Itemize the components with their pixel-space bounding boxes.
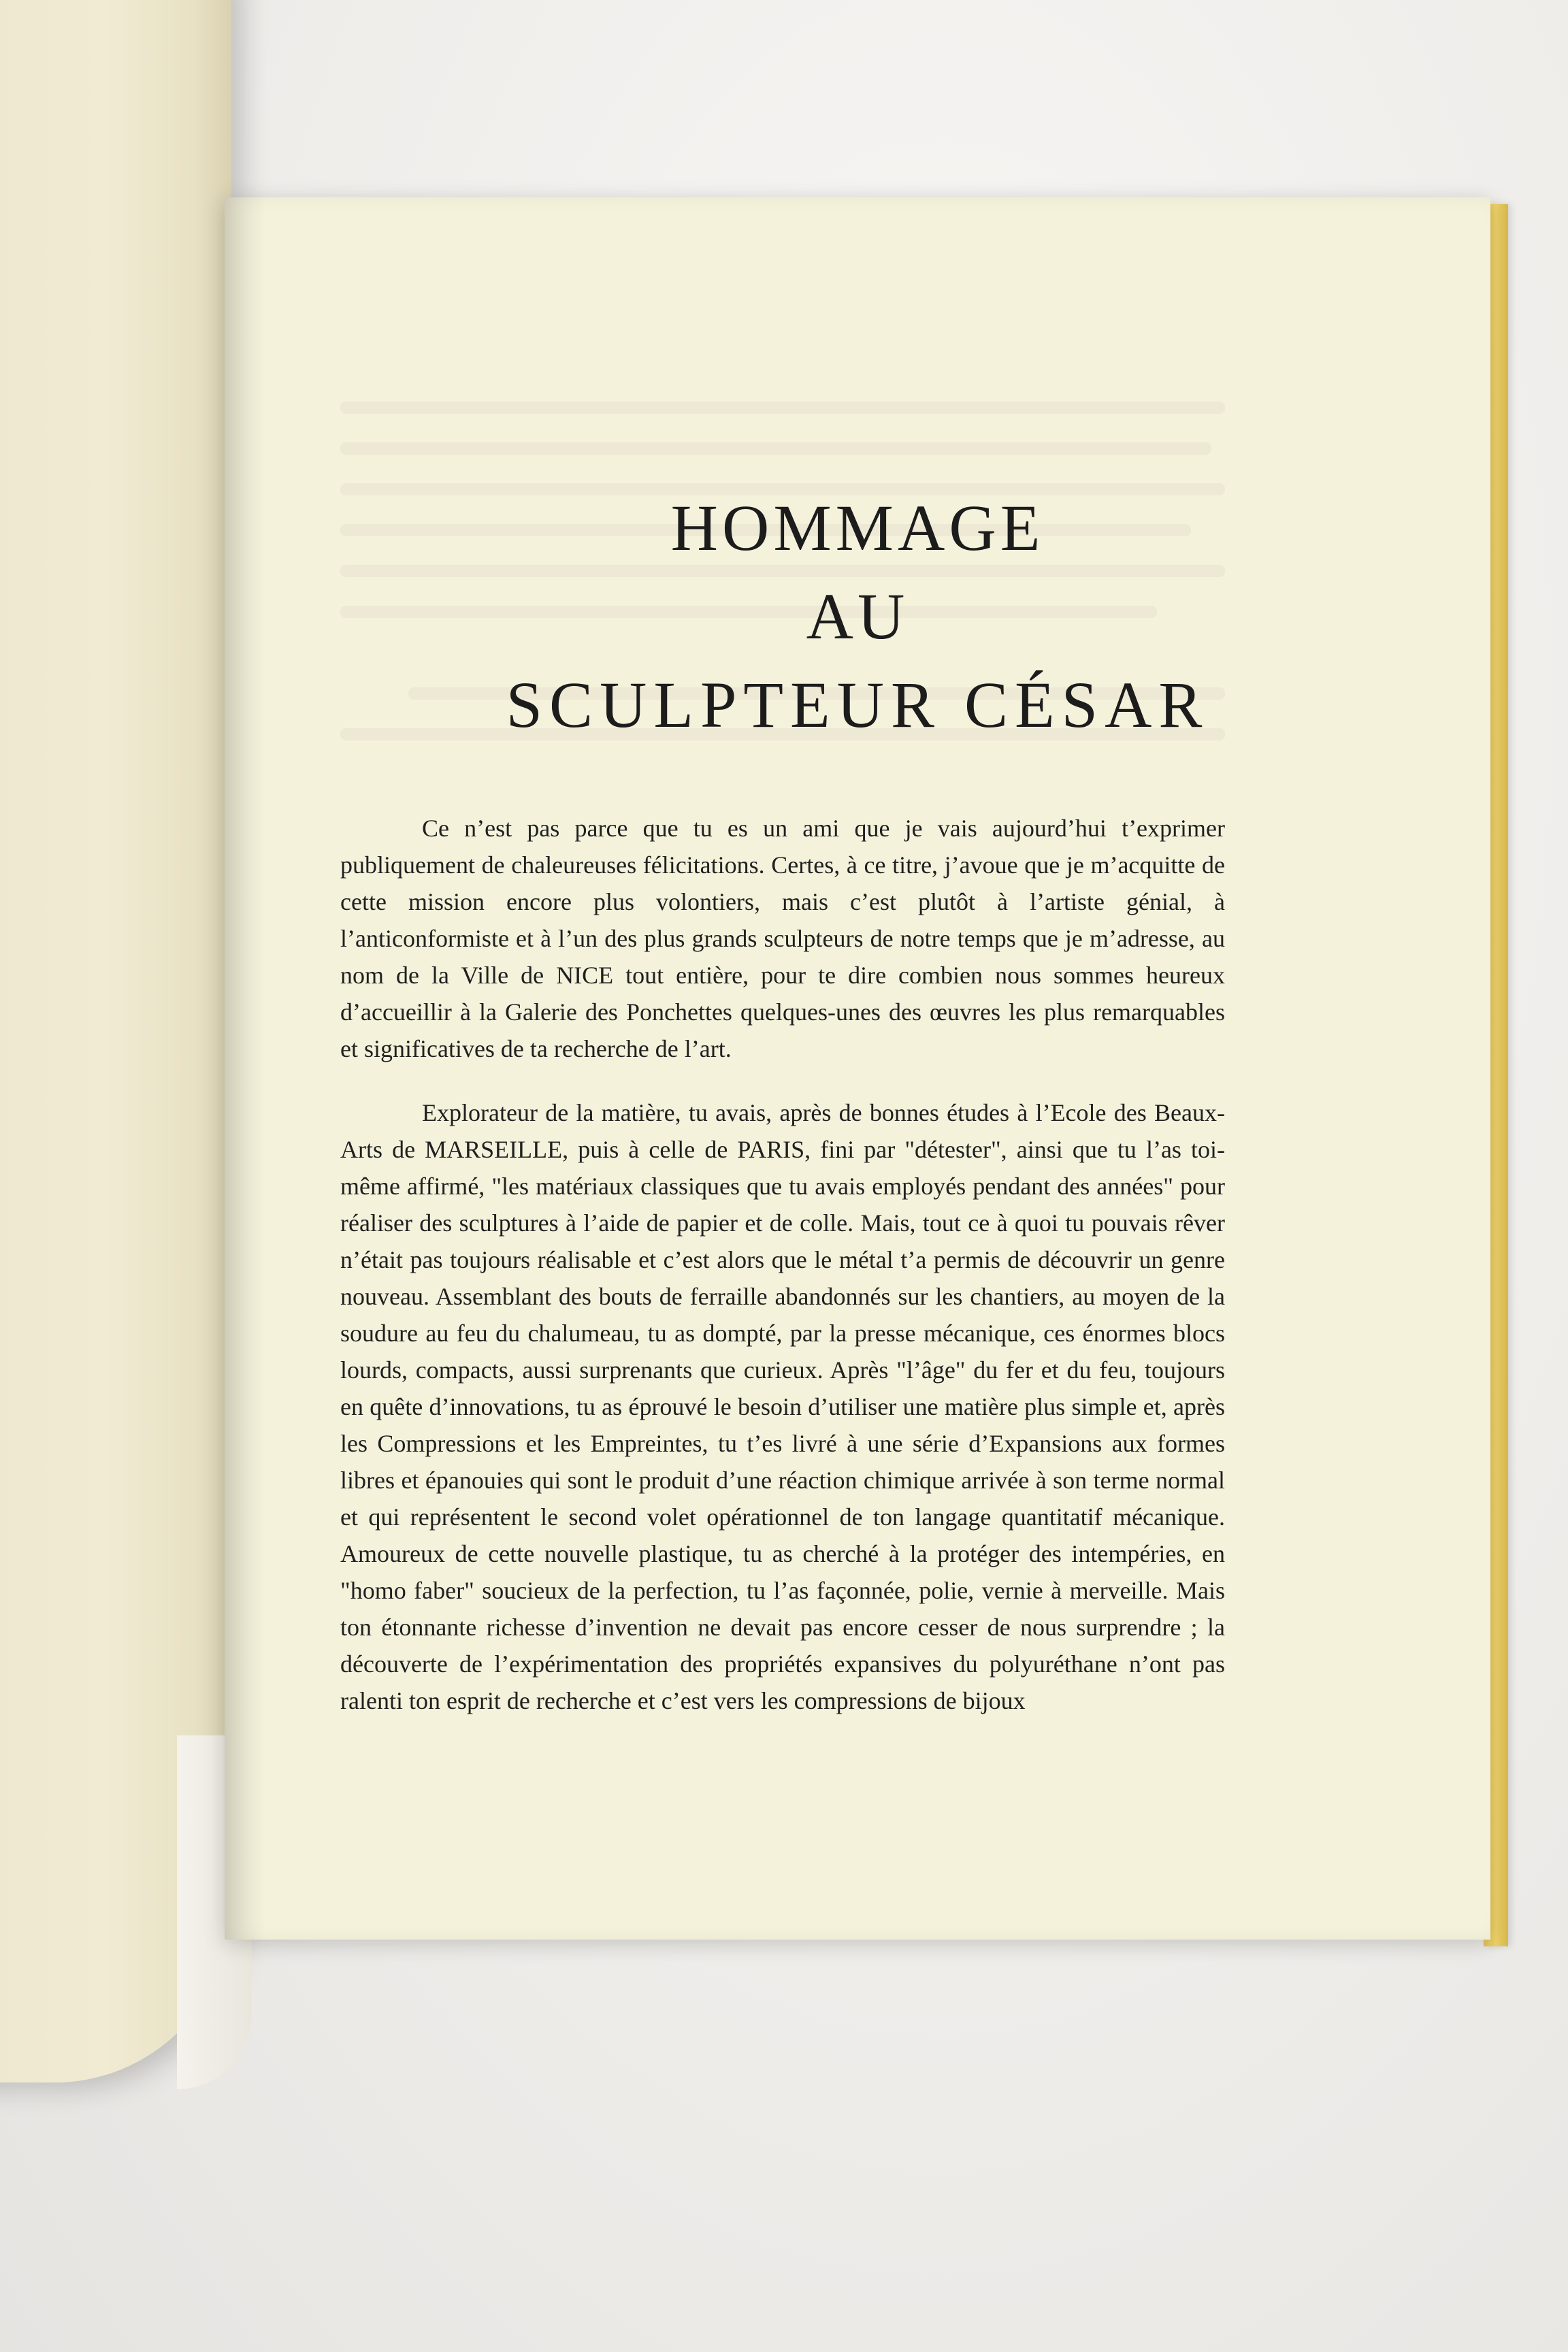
headline-line-3: SCULPTEUR CÉSAR xyxy=(506,668,1209,741)
headline-line-2: AU xyxy=(806,580,909,653)
headline-line-1: HOMMAGE xyxy=(670,491,1045,564)
catalogue-page xyxy=(225,197,1490,1940)
page-gutter-shadow xyxy=(225,197,265,1940)
paragraph-1: Ce n’est pas parce que tu es un ami que je vais aujourd’hui t’exprimer publiquement de chaleureuses félicitations. Certes, à ce titre, j’avoue que je m’acquitte de cette mission encore plus volontiers, mais c’est plutôt à l’artiste génial, à l’anticonformiste et à l’un des plus grands sculpteurs de notre temps que je m’adresse, au nom de la Ville de NICE tout entière, pour te dire combien nous sommes heureux d’accueillir à la Galerie des Ponchettes quelques-unes des œuvres les plus remarquables et significatives de ta recherche de l’art. xyxy=(340,815,1225,1062)
paragraph-2: Explorateur de la matière, tu avais, après de bonnes études à l’Ecole des Beaux-Arts de MARSEILLE, puis à celle de PARIS, fini par "détester", ainsi que tu l’as toi-même affirmé, "les matériaux classiques que tu avais employés pendant des années" pour réaliser des sculptures à l’aide de papier et de colle. Mais, tout ce à quoi tu pouvais rêver n’était pas toujours réalisable et c’est alors que le métal t’a permis de découvrir un genre nouveau. Assemblant des bouts de ferraille abandonnés sur les chantiers, au moyen de la soudure au feu du chalumeau, tu as dompté, par la presse mécanique, ces énormes blocs lourds, compacts, aussi surprenants que curieux. Après "l’âge" du fer et du feu, toujours en quête d’innovations, tu as éprouvé le besoin d’utiliser une matière plus simple et, après les Compressions et les Empreintes, tu t’es livré à une série d’Expansions aux formes libres et épanouies qui sont le produit d’une réaction chimique arrivée à son terme normal et qui représentent le second volet opérationnel de ton langage quantitatif mécanique. Amoureux de cette nouvelle plastique, tu as cherché à la protéger des intempéries, en "homo faber" soucieux de la perfection, tu l’as façonnée, polie, vernie à merveille. Mais ton étonnante richesse d’invention ne devait pas encore cesser de nous surprendre ; la découverte de l’expérimentation des propriétés expansives du polyuréthane n’ont pas ralenti ton esprit de recherche et c’est vers les compressions de bijoux xyxy=(340,1099,1225,1714)
body-text xyxy=(340,810,1225,1746)
